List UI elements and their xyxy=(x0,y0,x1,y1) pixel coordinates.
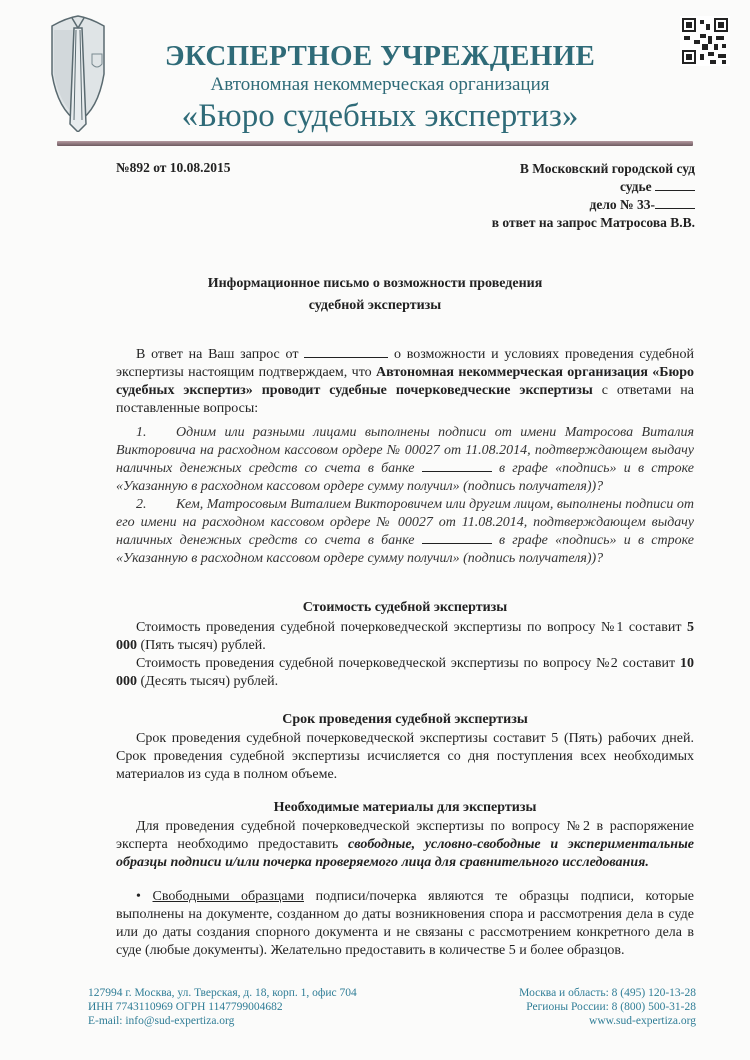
request-date-blank xyxy=(304,346,388,358)
org-subtitle: Автономная некоммерческая организация xyxy=(210,74,550,95)
addressee-block xyxy=(492,160,695,232)
intro-paragraph: В ответ на Ваш запрос от о возможности и условиях проведения судебной экспертизы настоящим подтверждаем, что Автономная некоммерческая организация «Бюро судебных экспертиз» проводит судебные почерковедческие экспертизы с ответами на поставленные вопросы: xyxy=(116,347,695,416)
addressee-request: в ответ на запрос Матросова В.В. xyxy=(491,215,695,230)
reference-number: №892 от 10.08.2015 xyxy=(116,160,231,175)
materials-bullet: • Свободными образцами подписи/почерка являются те образцы подписи, которые выполнены на документе, созданном до даты возникновения спора и рассмотрения дела в суде или до даты создания спорного документа и не связаны с рассмотрением конкретного дела в суде (любые документы). Желательно предоставить в количестве 5 и более образцов. xyxy=(116,889,695,958)
footer-contacts-left xyxy=(88,986,357,1028)
addressee-case: дело № 33- xyxy=(492,196,695,214)
cost-item-2: Стоимость проведения судебной почерковедческой экспертизы по вопросу №2 составит 10 000 (Десять тысяч) рублей. xyxy=(116,656,694,689)
org-title: ЭКСПЕРТНОЕ УЧРЕЖДЕНИЕ xyxy=(164,40,596,72)
addressee-court: В Московский городской суд xyxy=(519,161,695,176)
question-2: 2. Кем, Матросовым Виталием Викторовичем или другим лицом, выполнены подписи от его имени на расходном кассовом ордере № 00027 от 11.08.2014, подтверждающем выдачу наличных денежных средств со счета в банке в графе «подпись» и в строке «Указанную в расходном кассовом ордере сумму получил» (подпись получателя))? xyxy=(116,497,695,566)
footer-email[interactable]: E-mail: info@sud-expertiza.org xyxy=(88,1015,235,1027)
term-heading: Срок проведения судебной экспертизы xyxy=(282,712,528,727)
materials-paragraph: Для проведения судебной почерковедческой экспертизы по вопросу №2 в распоряжение эксперта необходимо предоставить свободные, условно-свободные и экспериментальные образцы подписи и/или почерка проверяемого лица для сравнительного исследования. xyxy=(116,819,695,870)
footer-phone-regions: Регионы России: 8 (800) 500-31-28 xyxy=(526,1001,696,1013)
footer-address: 127994 г. Москва, ул. Тверская, д. 18, корп. 1, офис 704 xyxy=(88,987,357,999)
letterhead xyxy=(130,40,630,135)
qr-code-icon xyxy=(680,16,730,66)
header-divider xyxy=(57,141,693,146)
footer-website[interactable]: www.sud-expertiza.org xyxy=(589,1015,696,1027)
bank-blank-2 xyxy=(422,532,492,544)
case-blank xyxy=(655,197,695,209)
term-paragraph: Срок проведения судебной почерковедческой экспертизы составит 5 (Пять) рабочих дней. Срок проведения судебной экспертизы исчисляется со дня поступления всех необходимых материалов из суда в полном объеме. xyxy=(116,731,694,782)
footer-contacts-right xyxy=(519,986,696,1028)
letter-title: Информационное письмо о возможности проведения судебной экспертизы xyxy=(207,276,543,313)
addressee-judge: судье xyxy=(492,178,695,196)
bank-blank-1 xyxy=(422,460,492,472)
judge-blank xyxy=(655,179,695,191)
bullet-icon: • xyxy=(136,889,141,904)
footer-phone-moscow: Москва и область: 8 (495) 120-13-28 xyxy=(519,987,696,999)
question-1: 1. Одним или разными лицами выполнены подписи от имени Матросова Виталия Викторовича на расходном кассовом ордере № 00027 от 11.08.2014, подтверждающем выдачу наличных денежных средств со счета в банке в графе «подпись» и в строке «Указанную в расходном кассовом ордере сумму получил» (подпись получателя))? xyxy=(116,425,695,494)
org-name: «Бюро судебных экспертиз» xyxy=(181,98,579,134)
footer-ids: ИНН 7743110969 ОГРН 1147799004682 xyxy=(88,1001,283,1013)
materials-heading: Необходимые материалы для экспертизы xyxy=(273,800,537,815)
shield-tie-logo-icon xyxy=(48,14,108,132)
cost-heading: Стоимость судебной экспертизы xyxy=(302,600,508,615)
cost-item-1: Стоимость проведения судебной почерковедческой экспертизы по вопросу №1 составит 5 000 (Пять тысяч) рублей. xyxy=(116,620,694,653)
